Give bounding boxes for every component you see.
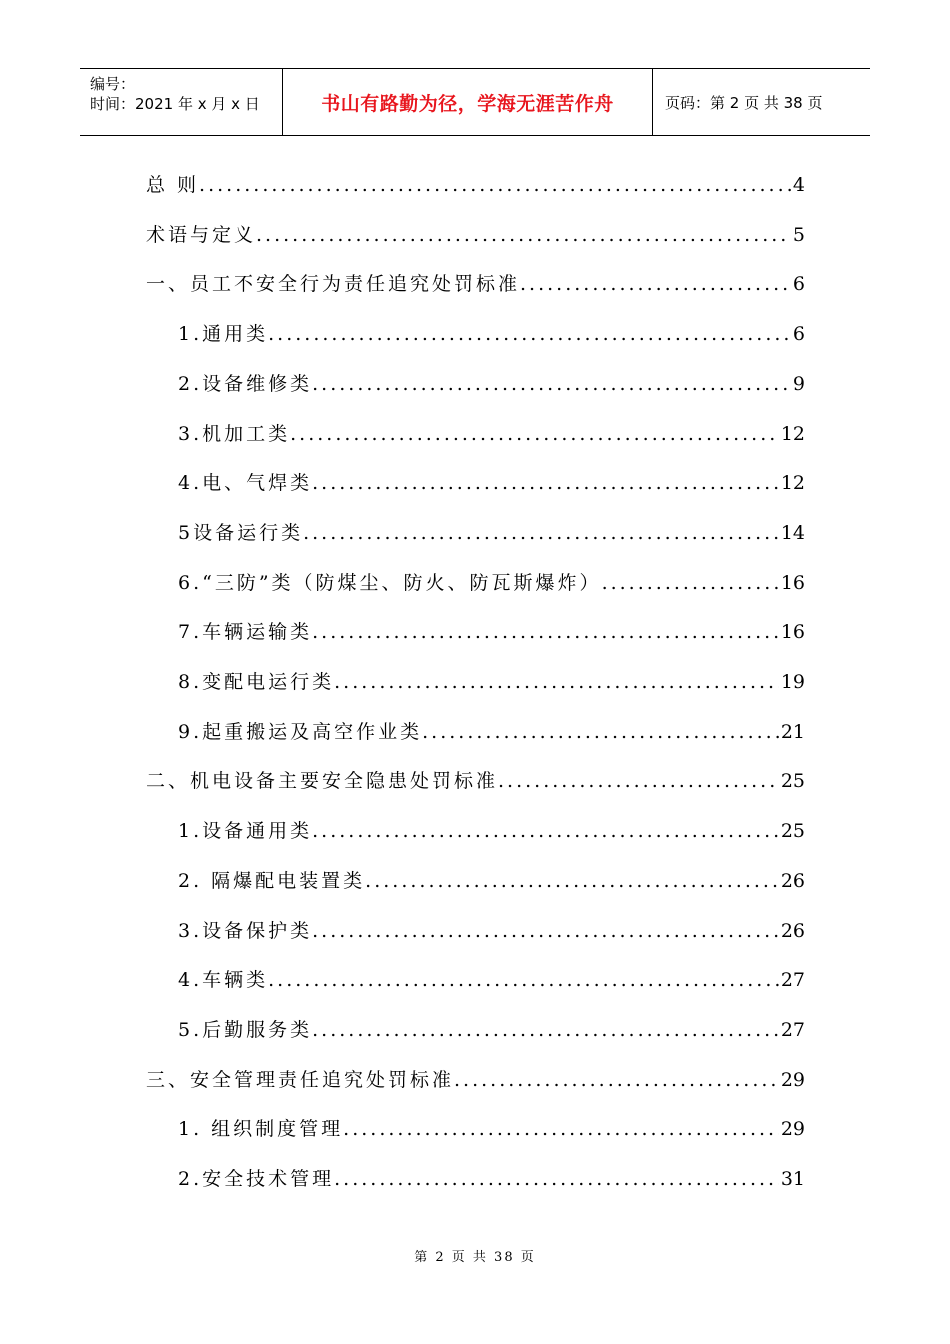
toc-entry[interactable] xyxy=(178,617,805,647)
toc-entry-page: 19 xyxy=(780,671,805,693)
toc-entry-label: 2.安全技术管理 xyxy=(178,1168,335,1190)
toc-leader-dots xyxy=(343,1118,779,1140)
toc-leader-dots xyxy=(422,721,779,743)
toc-leader-dots xyxy=(312,1019,779,1041)
toc-entry-page: 16 xyxy=(780,571,805,594)
toc-entry-page: 29 xyxy=(780,1118,805,1141)
page-footer: 第 2 页 共 38 页 xyxy=(414,1250,536,1265)
toc-entry-page: 9 xyxy=(792,372,805,395)
toc-entry[interactable] xyxy=(146,170,805,200)
toc-leader-dots xyxy=(365,870,779,892)
toc-entry-label: 2. 隔爆配电装置类 xyxy=(178,869,366,892)
toc-leader-dots xyxy=(312,373,791,395)
toc-entry[interactable] xyxy=(178,816,805,846)
toc-entry-label: 8.变配电运行类 xyxy=(178,671,335,693)
toc-leader-dots xyxy=(498,770,779,792)
toc-entry-page: 26 xyxy=(780,869,805,892)
document-time-label: 时间：2021 年 x 月 x 日 xyxy=(90,95,260,113)
toc-entry-label: 2.设备维修类 xyxy=(178,372,313,395)
toc-entry[interactable] xyxy=(178,916,805,946)
toc-entry-label: 3.机加工类 xyxy=(178,422,291,445)
toc-entry-page: 12 xyxy=(780,422,805,445)
toc-leader-dots xyxy=(312,472,779,494)
toc-entry-label: 三、安全管理责任追究处罚标准 xyxy=(146,1068,455,1091)
toc-entry-label: 4.电、气焊类 xyxy=(178,472,313,495)
toc-entry[interactable] xyxy=(178,965,805,995)
toc-entry-label: 5.后勤服务类 xyxy=(178,1018,313,1041)
toc-entry-label: 7.车辆运输类 xyxy=(178,621,313,644)
toc-entry-label: 1.通用类 xyxy=(178,323,269,346)
toc-entry-page: 14 xyxy=(780,521,805,544)
toc-leader-dots xyxy=(199,174,791,196)
toc-entry-page: 12 xyxy=(780,472,805,495)
toc-entry-page: 5 xyxy=(792,223,805,246)
toc-entry-label: 9.起重搬运及高空作业类 xyxy=(178,720,423,743)
toc-leader-dots xyxy=(303,522,779,544)
toc-entry[interactable] xyxy=(178,1015,805,1045)
toc-entry-page: 4 xyxy=(792,174,805,196)
toc-entry-label: 5设备运行类 xyxy=(178,521,304,544)
toc-entry-page: 25 xyxy=(780,820,805,843)
toc-entry[interactable] xyxy=(178,518,805,548)
toc-leader-dots xyxy=(602,572,779,594)
toc-entry-label: 4.车辆类 xyxy=(178,969,269,992)
toc-entry[interactable] xyxy=(178,419,805,449)
toc-entry[interactable] xyxy=(178,1164,805,1194)
toc-leader-dots xyxy=(290,423,779,445)
toc-entry-label: 6.“三防”类（防煤尘、防火、防瓦斯爆炸） xyxy=(178,571,602,594)
toc-entry-page: 25 xyxy=(780,770,805,793)
header-motto: 书山有路勤为径，学海无涯苦作舟 xyxy=(321,92,614,115)
toc-leader-dots xyxy=(256,224,791,246)
toc-entry[interactable] xyxy=(146,1065,805,1095)
toc-leader-dots xyxy=(312,920,779,942)
toc-leader-dots xyxy=(334,1168,779,1190)
toc-entry-page: 29 xyxy=(780,1068,805,1091)
toc-entry[interactable] xyxy=(178,568,805,598)
toc-entry-page: 27 xyxy=(780,1018,805,1041)
toc-entry[interactable] xyxy=(146,269,805,299)
toc-leader-dots xyxy=(268,969,779,991)
toc-entry-label: 3.设备保护类 xyxy=(178,919,313,942)
toc-leader-dots xyxy=(454,1069,779,1091)
header-page-info: 页码：第 2 页 共 38 页 xyxy=(665,93,823,112)
toc-entry-page: 26 xyxy=(780,919,805,942)
toc-entry-label: 1.设备通用类 xyxy=(178,820,313,843)
toc-leader-dots xyxy=(520,273,791,295)
toc-entry-page: 27 xyxy=(780,969,805,992)
toc-entry-label: 一、员工不安全行为责任追究处罚标准 xyxy=(146,273,521,296)
document-number-label: 编号： xyxy=(90,75,136,93)
toc-entry[interactable] xyxy=(178,866,805,896)
toc-entry-label: 1. 组织制度管理 xyxy=(178,1118,344,1141)
toc-entry-label: 总 则 xyxy=(146,174,200,196)
toc-leader-dots xyxy=(334,671,779,693)
toc-entry-page: 6 xyxy=(792,323,805,346)
toc-entry-page: 31 xyxy=(780,1168,805,1190)
toc-leader-dots xyxy=(312,621,779,643)
toc-entry[interactable] xyxy=(178,1114,805,1144)
toc-entry[interactable] xyxy=(178,369,805,399)
toc-entry[interactable] xyxy=(146,220,805,250)
toc-entry[interactable] xyxy=(178,319,805,349)
toc-entry-page: 16 xyxy=(780,621,805,644)
toc-entry-label: 术语与定义 xyxy=(146,223,257,246)
toc-entry[interactable] xyxy=(146,766,805,796)
toc-entry-page: 6 xyxy=(792,273,805,296)
toc-leader-dots xyxy=(268,323,791,345)
toc-entry-label: 二、机电设备主要安全隐患处罚标准 xyxy=(146,770,499,793)
toc-leader-dots xyxy=(312,820,779,842)
toc-entry[interactable] xyxy=(178,468,805,498)
toc-entry[interactable] xyxy=(178,717,805,747)
toc-entry[interactable] xyxy=(178,667,805,697)
toc-entry-page: 21 xyxy=(780,720,805,743)
